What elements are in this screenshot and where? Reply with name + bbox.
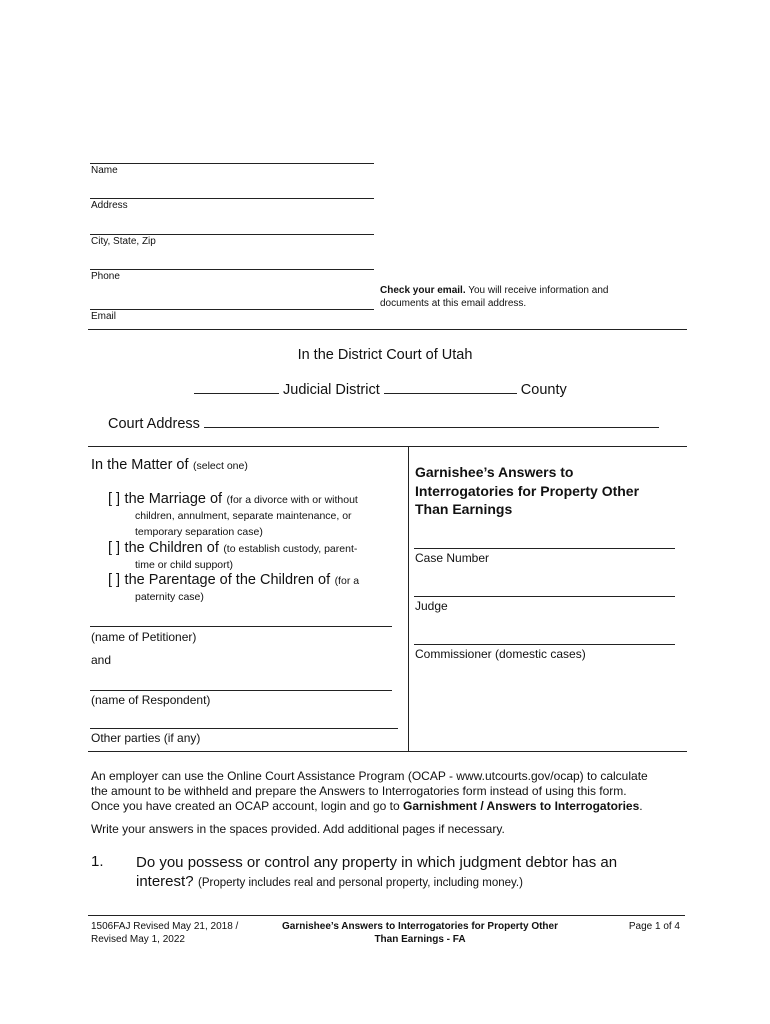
ocap-line3-bold: Garnishment / Answers to Interrogatories [402,799,640,813]
ocap-line3-post: . [639,799,643,813]
checkbox-children[interactable]: [ ] [108,540,121,556]
footer-left [91,921,238,946]
court-address-label: Court Address [108,416,200,432]
option-children-label: the Children of [124,540,219,556]
name-line[interactable] [90,163,374,164]
court-address-line [108,414,659,432]
and-label: and [91,653,112,667]
email-note-bold: Check your email. [380,285,466,296]
phone-label: Phone [91,271,120,282]
commissioner-label: Commissioner (domestic cases) [415,647,586,661]
footer-left-line2: Revised May 1, 2022 [91,933,185,945]
page-number: Page 1 of 4 [628,921,680,932]
court-title: In the District Court of Utah [297,347,473,363]
option-parentage-label: the Parentage of the Children of [124,572,331,588]
phone-line[interactable] [90,269,374,270]
court-address-field[interactable] [204,414,659,428]
footer-center [260,921,580,946]
matter-heading [91,456,248,474]
ocap-line3-pre: Once you have created an OCAP account, login and go to [91,799,403,813]
county-field[interactable] [384,380,517,394]
name-label: Name [91,165,118,176]
judicial-district-label: Judicial District [283,382,380,398]
ocap-line2: the amount to be withheld and prepare the Answers to Interrogatories form instead of using this form. [91,784,627,798]
address-label: Address [91,200,128,211]
footer-divider [88,915,685,916]
matter-heading-note: (select one) [192,460,248,472]
district-line [194,380,567,398]
question-1-line2-main: interest? [136,873,194,890]
commissioner-line[interactable] [414,644,675,645]
petitioner-line[interactable] [90,626,392,627]
option-marriage-note1: (for a divorce with or without [226,494,358,506]
footer-center-line2: Than Earnings - FA [374,933,466,945]
form-title-line3: Than Earnings [415,501,513,517]
email-label: Email [91,311,117,322]
other-parties-label: Other parties (if any) [91,731,201,745]
case-number-label: Case Number [415,551,490,565]
judge-line[interactable] [414,596,675,597]
option-children-note1: (to establish custody, parent- [223,543,358,555]
option-children[interactable] [108,540,408,573]
county-label: County [520,382,567,398]
matter-heading-text: In the Matter of [91,457,189,473]
question-1-line2-note: (Property includes real and personal property, including money.) [198,877,523,889]
email-note-line2: documents at this email address. [380,298,527,309]
form-title-line1: Garnishee’s Answers to [415,464,574,480]
city-label: City, State, Zip [91,236,156,247]
judge-label: Judge [415,599,448,613]
other-parties-line[interactable] [90,728,398,729]
petitioner-label: (name of Petitioner) [91,630,197,644]
question-1-number: 1. [91,853,104,870]
footer-center-line1: Garnishee’s Answers to Interrogatories for Property Other [282,921,558,932]
form-title-line2: Interrogatories for Property Other [415,482,640,499]
district-number-field[interactable] [194,380,279,394]
caption-bottom-border [88,751,687,752]
option-marriage[interactable] [108,491,408,540]
ocap-line3 [91,799,691,814]
respondent-label: (name of Respondent) [91,693,211,707]
checkbox-parentage[interactable]: [ ] [108,572,121,588]
option-marriage-note3: temporary separation case) [135,526,263,538]
option-marriage-label: the Marriage of [124,491,223,507]
instructions-text: Write your answers in the spaces provided. Add additional pages if necessary. [91,822,505,836]
caption-divider [408,446,409,751]
caption-top-border [88,446,687,447]
question-1 [136,853,696,893]
option-marriage-note2: children, annulment, separate maintenance, or [135,510,352,522]
question-1-line1: Do you possess or control any property in which judgment debtor has an [136,854,618,871]
footer-left-line1: 1506FAJ Revised May 21, 2018 / [91,921,239,932]
option-parentage-note1: (for a [334,575,360,587]
ocap-paragraph [91,769,691,814]
ocap-line1: An employer can use the Online Court Assistance Program (OCAP - www.utcourts.gov/ocap) to calculate [91,769,648,783]
option-children-note2: time or child support) [135,559,234,571]
checkbox-marriage[interactable]: [ ] [108,491,121,507]
case-number-line[interactable] [414,548,675,549]
header-divider [88,329,687,330]
email-line[interactable] [90,309,374,310]
email-note [380,284,680,310]
option-parentage-note2: paternity case) [135,591,204,603]
email-note-rest: You will receive information and [465,285,609,296]
form-title [415,463,685,519]
address-line[interactable] [90,198,374,199]
respondent-line[interactable] [90,690,392,691]
city-line[interactable] [90,234,374,235]
option-parentage[interactable] [108,572,408,605]
